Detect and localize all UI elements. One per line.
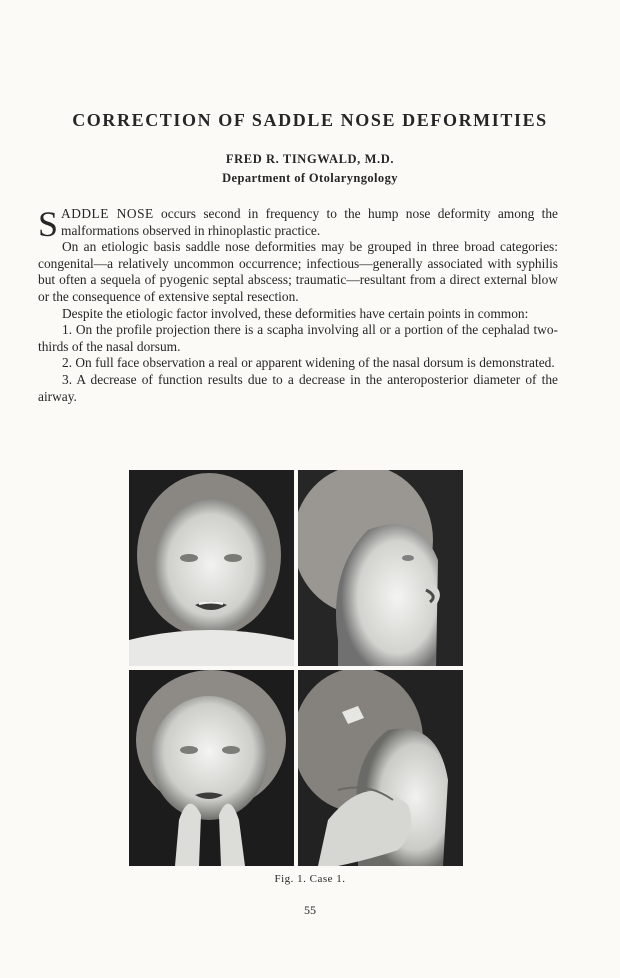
article-title: CORRECTION OF SADDLE NOSE DEFORMITIES: [72, 110, 548, 130]
lead-words: ADDLE NOSE: [61, 206, 154, 221]
photo-profile-with-hand: [298, 670, 463, 866]
paragraph-2: On an etiologic basis saddle nose deformities may be grouped in three broad categories: congenital—a relatively uncommon occurrence; infectious—generally associated with syphilis but often a sequela of pyogenic septal abscess; traumatic—resultant from a direct external blow or the consequence of extensive septal resection.: [38, 239, 558, 304]
photo-profile-view: [298, 470, 463, 666]
photo-front-with-hands: [129, 670, 294, 866]
list-item-1: 1. On the profile projection there is a scapha involving all or a portion of the cephalad two-thirds of the nasal dorsum.: [38, 322, 558, 354]
drop-cap: S: [38, 204, 59, 244]
paragraph-3: Despite the etiologic factor involved, these deformities have certain points in common:: [62, 305, 529, 321]
figure-caption: Fig. 1. Case 1.: [274, 873, 346, 885]
department: Department of Otolaryngology: [222, 171, 398, 185]
list-item-2: 2. On full face observation a real or apparent widening of the nasal dorsum is demonstrated.: [62, 355, 555, 371]
photo-front-view: [129, 470, 294, 666]
list-item-3: 3. A decrease of function results due to a decrease in the anteroposterior diameter of the airway.: [38, 371, 558, 404]
paragraph-1-text: occurs second in frequency to the hump nose deformity among the malformations observed in rhinoplastic practice.: [61, 206, 558, 238]
author-name: FRED R. TINGWALD, M.D.: [225, 152, 395, 166]
page-number: 55: [304, 903, 316, 917]
figure-1: [129, 470, 463, 866]
body-text: [38, 206, 558, 405]
paragraph-1: [38, 204, 558, 244]
